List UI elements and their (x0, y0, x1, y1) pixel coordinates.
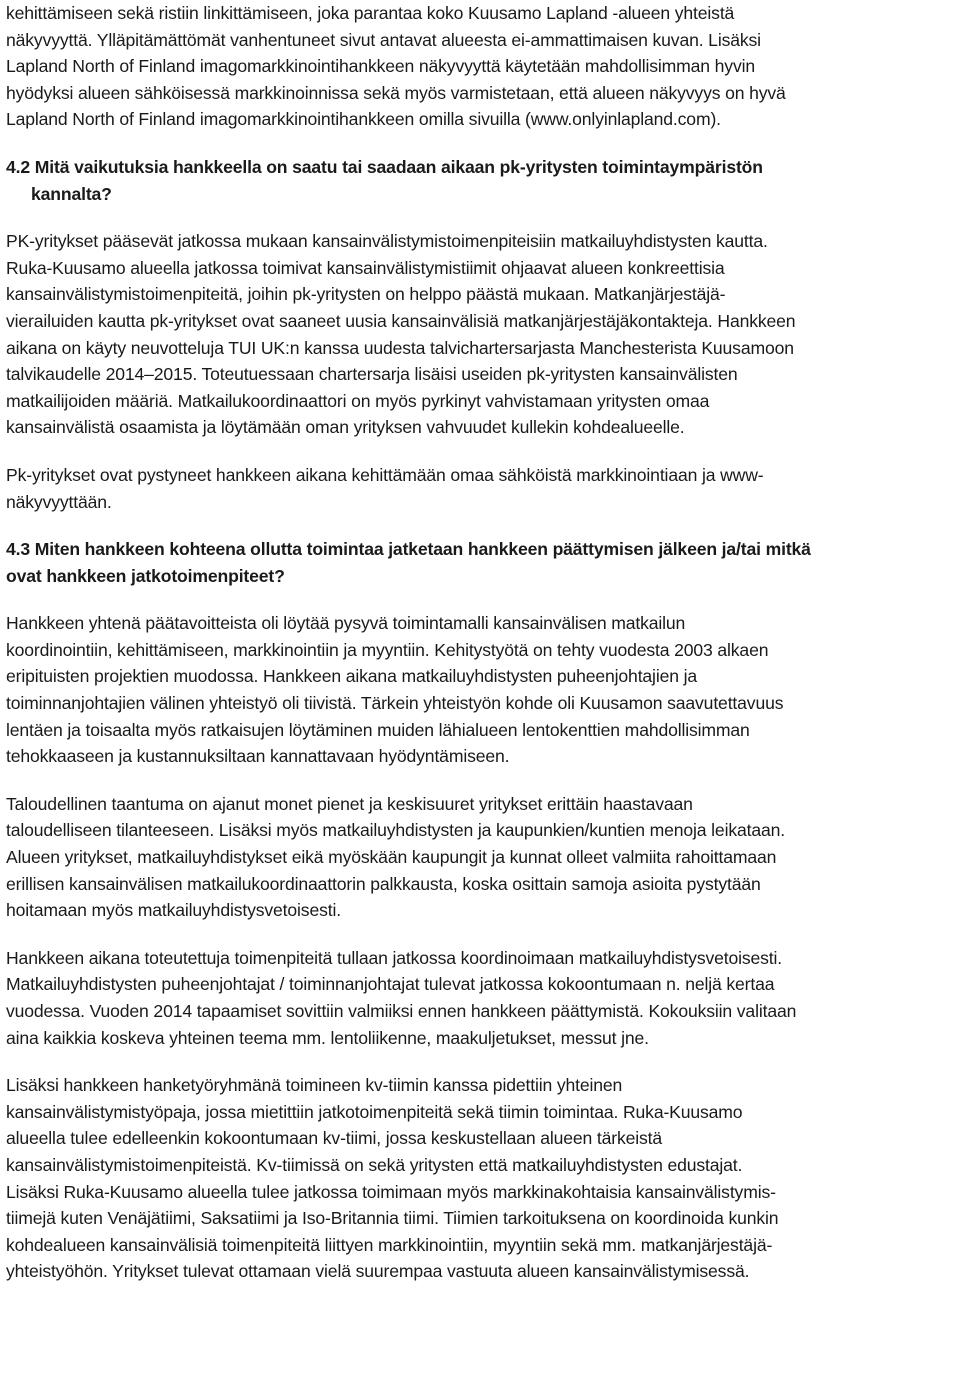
text-line: kehittämiseen sekä ristiin linkittämiseen, joka parantaa koko Kuusamo Lapland -alueen yhteistä (6, 3, 735, 23)
text-line: erillisen kansainvälisen matkailukoordinaattorin palkkausta, koska osittain samoja asioita pystytään (6, 873, 761, 894)
text-line: toiminnanjohtajien välinen yhteistyö oli tiivistä. Tärkein yhteistyön kohde oli Kuusamon saavutettavuus (6, 693, 784, 714)
text-line: matkailijoiden määriä. Matkailukoordinaattori on myös pyrkinyt vahvistamaan yritysten omaa (6, 390, 710, 411)
text-line: kansainvälistymistoimenpiteitä, joihin pk-yritysten on helppo päästä mukaan. Matkanjärjestäjä- (6, 284, 726, 305)
text-line: Ruka-Kuusamo alueella jatkossa toimivat kansainvälistymistiimit ohjaavat alueen konkreettisia (6, 257, 725, 278)
heading-line: 4.2 Mitä vaikutuksia hankkeella on saatu tai saadaan aikaan pk-yritysten toimintaympäristön (6, 156, 763, 177)
text-line: hoitamaan myös matkailuyhdistysvetoisesti. (6, 900, 341, 921)
text-line: Lisäksi Ruka-Kuusamo alueella tulee jatkossa toimimaan myös markkinakohtaisia kansainvälistymis- (6, 1181, 776, 1202)
text-line: eripituisten projektien muodossa. Hankkeen aikana matkailuyhdistysten puheenjohtajien ja (6, 666, 697, 687)
text-line: Pk-yritykset ovat pystyneet hankkeen aikana kehittämään omaa sähköistä markkinointiaan ja www- (6, 464, 764, 485)
paragraph-4-2-a (6, 228, 954, 441)
text-line: alueella tulee edelleenkin kokoontumaan kv-tiimi, jossa keskustellaan alueen tärkeistä (6, 1128, 663, 1149)
text-line: Hankkeen yhtenä päätavoitteista oli löytää pysyvä toimintamalli kansainvälisen matkailun (6, 613, 686, 634)
text-line: Lisäksi hankkeen hanketyöryhmänä toimineen kv-tiimin kanssa pidettiin yhteinen (6, 1075, 623, 1096)
text-line: tiimejä kuten Venäjätiimi, Saksatiimi ja Iso-Britannia tiimi. Tiimien tarkoituksena on koordinoida kunkin (6, 1208, 779, 1229)
section-heading-4-2 (6, 154, 954, 207)
section-heading-4-3 (6, 536, 954, 589)
text-line: näkyvyyttä. Ylläpitämättömät vanhentuneet sivut antavat alueesta ei-ammattimaisen kuvan. Lisäksi (6, 29, 761, 50)
text-line: koordinointiin, kehittämiseen, markkinointiin ja myyntiin. Kehitystyötä on tehty vuodesta 2003 alkaen (6, 639, 769, 660)
heading-line: kannalta? (31, 183, 112, 204)
paragraph-4-3-b (6, 791, 954, 924)
text-line: kohdealueen kansainvälisiä toimenpiteitä liittyen markkinointiin, myyntiin sekä mm. matkanjärjestäjä- (6, 1234, 773, 1255)
text-line: Lapland North of Finland imagomarkkinointihankkeen näkyvyyttä käytetään mahdollisimman hyvin (6, 56, 755, 77)
intro-paragraph (6, 0, 954, 133)
text-line: vierailuiden kautta pk-yritykset ovat saaneet uusia kansainvälisiä matkanjärjestäjäkontakteja. Hankkeen (6, 310, 796, 331)
text-line: taloudelliseen tilanteeseen. Lisäksi myös matkailuyhdistysten ja kaupunkien/kuntien menoja leikataan. (6, 820, 785, 841)
text-line: aina kaikkia koskeva yhteinen teema mm. lentoliikenne, maakuljetukset, messut jne. (6, 1027, 649, 1048)
text-line: kansainvälistymistyöpaja, jossa mietittiin jatkotoimenpiteitä sekä tiimin toimintaa. Ruka-Kuusamo (6, 1101, 743, 1122)
paragraph-4-3-a (6, 610, 954, 770)
text-line: yhteistyöhön. Yritykset tulevat ottamaan vielä suurempaa vastuuta alueen kansainvälistymisessä. (6, 1261, 750, 1282)
text-line: aikana on käyty neuvotteluja TUI UK:n kanssa uudesta talvichartersarjasta Manchesterista Kuusamoon (6, 337, 794, 358)
text-line: näkyvyyttään. (6, 491, 112, 512)
text-line: kansainvälistymistoimenpiteistä. Kv-tiimissä on sekä yritysten että matkailuyhdistysten edustajat. (6, 1154, 743, 1175)
text-line: Hankkeen aikana toteutettuja toimenpiteitä tullaan jatkossa koordinoimaan matkailuyhdistysvetoisesti. (6, 947, 783, 968)
text-line: Taloudellinen taantuma on ajanut monet pienet ja keskisuuret yritykset erittäin haastavaan (6, 793, 693, 814)
text-line: Alueen yritykset, matkailuyhdistykset eikä myöskään kaupungit ja kunnat olleet valmiita rahoittamaan (6, 847, 777, 868)
heading-line: 4.3 Miten hankkeen kohteena ollutta toimintaa jatketaan hankkeen päättymisen jälkeen ja/tai mitkä (6, 539, 811, 560)
text-line: kansainvälistä osaamista ja löytämään oman yrityksen vahvuudet kullekin kohdealueelle. (6, 417, 685, 438)
text-line: tehokkaaseen ja kustannuksiltaan kannattavaan hyödyntämiseen. (6, 746, 510, 767)
text-line: PK-yritykset pääsevät jatkossa mukaan kansainvälistymistoimenpiteisiin matkailuyhdistysten kautta. (6, 231, 768, 252)
paragraph-4-3-c (6, 945, 954, 1051)
text-line: talvikaudelle 2014–2015. Toteutuessaan chartersarja lisäisi useiden pk-yritysten kansainvälisten (6, 364, 738, 385)
text-line: Matkailuyhdistysten puheenjohtajat / toiminnanjohtajat tulevat jatkossa kokoontumaan n. neljä kertaa (6, 974, 775, 995)
paragraph-4-3-d (6, 1072, 954, 1285)
text-line: Lapland North of Finland imagomarkkinointihankkeen omilla sivuilla (www.onlyinlapland.com). (6, 109, 721, 130)
text-line: lentäen ja toisaalta myös ratkaisujen löytäminen muiden lähialueen lentokenttien mahdollisimman (6, 719, 750, 740)
paragraph-4-2-b (6, 462, 954, 515)
text-line: vuodessa. Vuoden 2014 tapaamiset sovittiin valmiiksi ennen hankkeen päättymistä. Kokouksiin valitaan (6, 1001, 797, 1021)
text-line: hyödyksi alueen sähköisessä markkinoinnissa sekä myös varmistetaan, että alueen näkyvyys on hyvä (6, 82, 786, 103)
heading-line: ovat hankkeen jatkotoimenpiteet? (6, 565, 285, 586)
